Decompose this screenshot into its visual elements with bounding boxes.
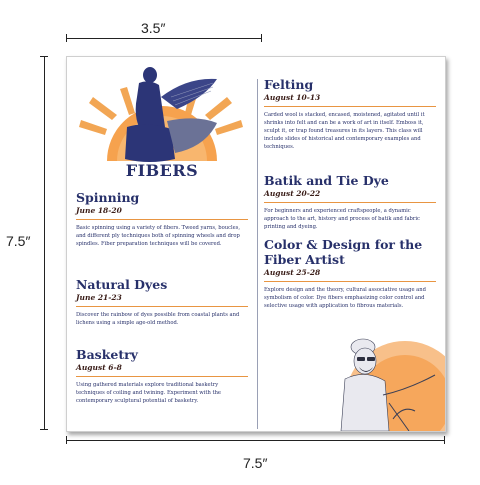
section-title: Felting <box>264 77 314 92</box>
section-description: Carded wool is stacked, encased, moistened, agitated until it shrinks into felt and can be a work of art in itself. Emboss it, sculpt it, or trap found treasures in its layers. This class will include slides of historical and contemporary examples and techniques. <box>264 112 425 150</box>
section-date: August 6-8 <box>76 363 122 372</box>
section-date: June 18-20 <box>76 206 122 215</box>
section-title: Basketry <box>76 347 138 362</box>
section-date: August 20-22 <box>264 189 321 198</box>
section-divider <box>76 376 248 377</box>
section-divider <box>264 106 436 107</box>
section-color-design <box>264 237 436 310</box>
section-divider <box>264 202 436 203</box>
height-dimension-label: 7.5″ <box>6 233 31 249</box>
section-natural-dyes <box>76 277 248 327</box>
section-description: For beginners and experienced craftspeople, a dynamic approach to the art, history and process of batik and fabric printing and dyeing. <box>264 208 420 230</box>
section-date: June 21-23 <box>76 293 122 302</box>
section-batik-tie-dye <box>264 173 436 231</box>
section-spinning <box>76 190 248 248</box>
section-title: Color & Design for the Fiber Artist <box>264 237 423 267</box>
section-title: Natural Dyes <box>76 277 168 292</box>
brochure-page <box>66 56 446 432</box>
section-description: Using gathered materials explore traditional basketry techniques of coiling and twining. Experiment with the contemporary sculptural potential of basketry. <box>76 382 221 404</box>
section-divider <box>76 219 248 220</box>
section-date: August 10-13 <box>264 93 321 102</box>
section-date: August 25-28 <box>264 268 321 277</box>
weaver-portrait-illustration <box>323 331 445 431</box>
width-dimension-label: 3.5″ <box>141 20 166 36</box>
section-felting <box>264 77 436 151</box>
section-title: Batik and Tie Dye <box>264 173 389 188</box>
section-divider <box>264 281 436 282</box>
column-divider <box>257 79 258 429</box>
section-basketry <box>76 347 248 405</box>
section-title: Spinning <box>76 190 140 205</box>
brochure-title: FIBERS <box>125 161 199 180</box>
section-divider <box>76 306 248 307</box>
bottom-dimension-label: 7.5″ <box>243 455 268 471</box>
section-description: Basic spinning using a variety of fibers. Tweed yarns, boucles, and different ply techniques both of spinning wheels and drop spindles. Fiber preparation techniques will be covered. <box>76 225 241 247</box>
section-description: Discover the rainbow of dyes possible from coastal plants and lichens using a simple age-old method. <box>76 312 240 326</box>
section-description: Explore design and the theory, cultural associative usage and symbolism of color. Dye fibers emphasizing color control and selective usage with application to fibrous materials. <box>264 287 426 309</box>
